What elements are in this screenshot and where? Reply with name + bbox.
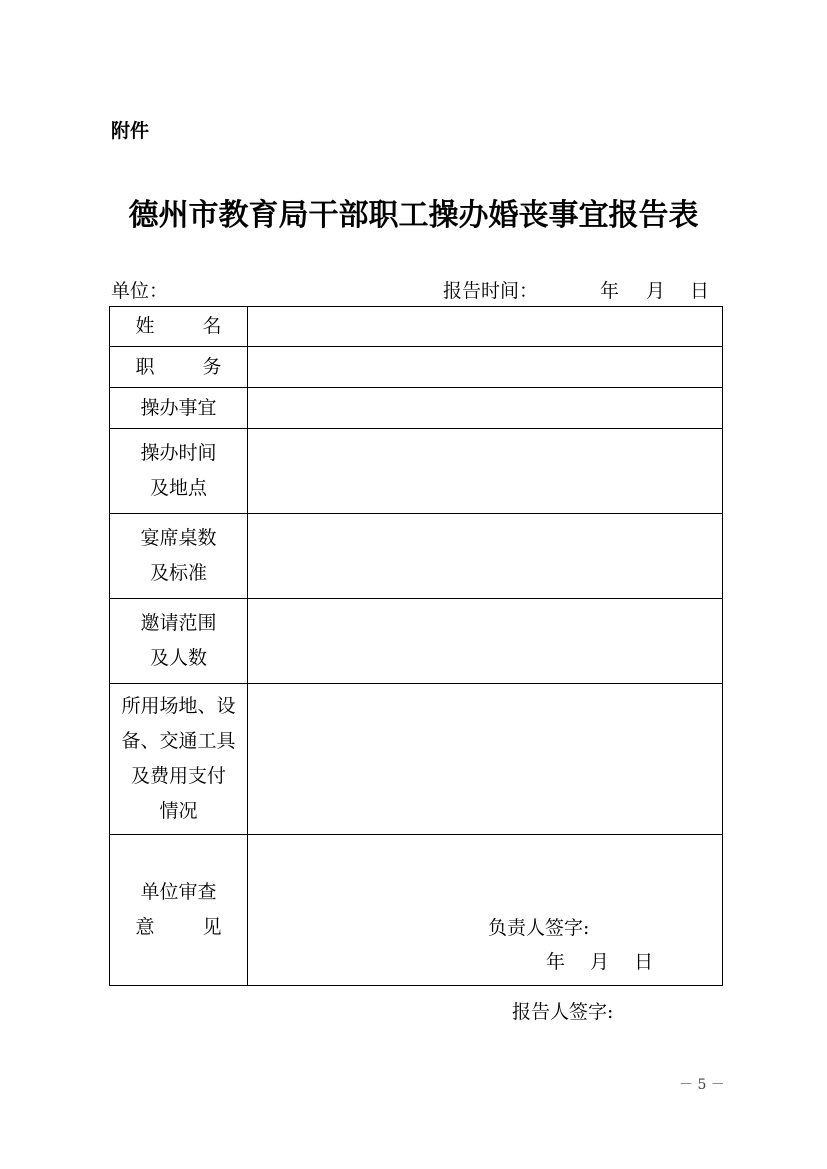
month-label: 月 [646,280,666,302]
venue-expenses-field[interactable] [248,684,723,835]
name-field[interactable] [248,307,723,347]
form-row-invitation [110,599,723,684]
banquet-label: 宴席桌数 及标准 [110,514,248,599]
form-row-venue-expenses [110,684,723,835]
time-place-field[interactable] [248,429,723,514]
responsible-signature-label: 负责人签字: [488,917,590,939]
form-row-position [110,347,723,388]
review-date-label: 年 月 日 [546,951,654,973]
banquet-field[interactable] [248,514,723,599]
matter-field[interactable] [248,388,723,429]
review-field[interactable] [248,835,723,986]
form-row-time-place [110,429,723,514]
unit-label: 单位： [111,280,169,302]
position-label: 职 务 [110,347,248,388]
day-label: 日 [690,280,710,302]
form-row-review [110,835,723,986]
year-label: 年 [600,280,620,302]
form-row-name [110,307,723,347]
form-row-banquet [110,514,723,599]
review-label: 单位审查 意 见 [110,835,248,986]
invitation-label: 邀请范围 及人数 [110,599,248,684]
form-row-matter [110,388,723,429]
venue-expenses-label: 所用场地、设 备、交通工具 及费用支付 情况 [110,684,248,835]
time-place-label: 操办时间 及地点 [110,429,248,514]
page-title: 德州市教育局干部职工操办婚丧事宜报告表 [128,198,699,233]
page-number: － 5 － [679,1077,725,1093]
position-field[interactable] [248,347,723,388]
invitation-field[interactable] [248,599,723,684]
attachment-label: 附件 [111,120,150,142]
report-time-label: 报告时间： [443,280,539,302]
name-label: 姓 名 [110,307,248,347]
report-form-table [109,306,723,986]
reporter-signature-label: 报告人签字: [512,1001,614,1023]
matter-label: 操办事宜 [110,388,248,429]
